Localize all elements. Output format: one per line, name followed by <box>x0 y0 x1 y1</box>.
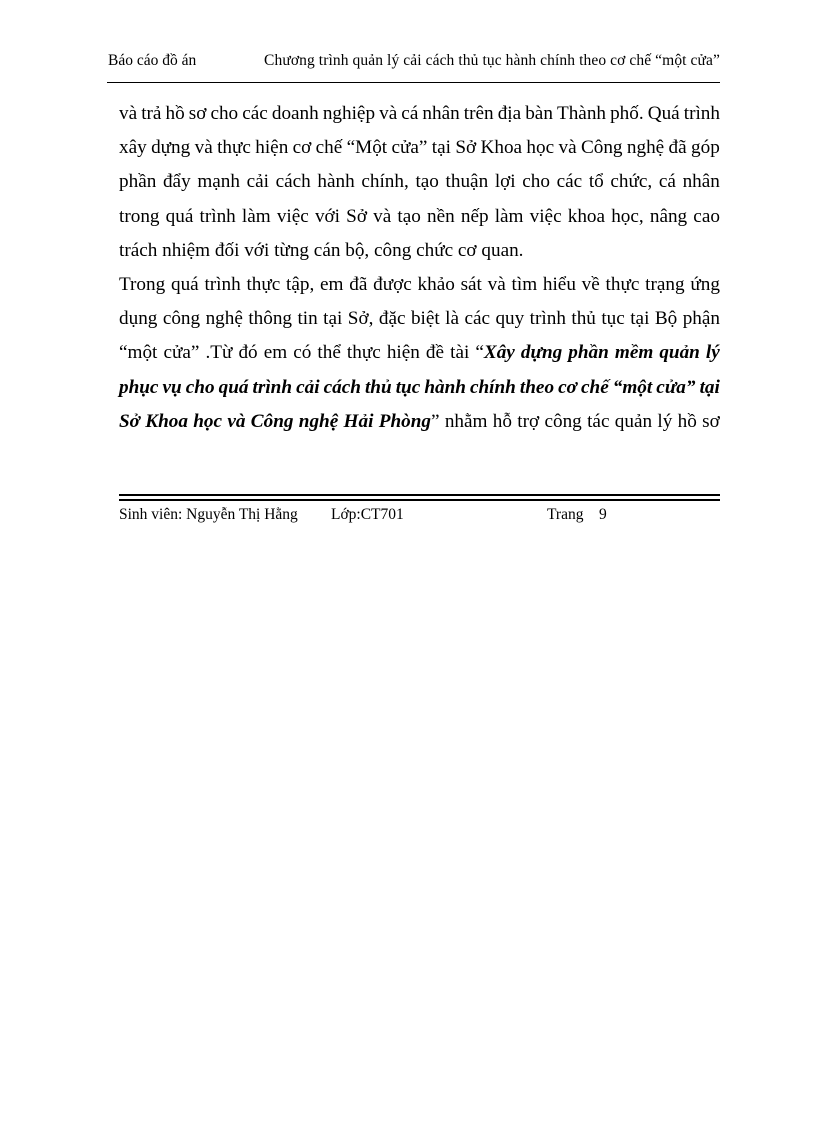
word: Trong <box>119 273 166 295</box>
word-bold: nghệ <box>298 410 339 432</box>
footer-class: Lớp:CT701 <box>331 506 404 523</box>
footer-rule-bottom <box>119 499 720 501</box>
word: Khoa <box>480 137 523 159</box>
word <box>347 336 381 370</box>
word: đã <box>349 273 368 295</box>
word: thực <box>246 273 281 295</box>
word <box>445 405 488 439</box>
word: quá <box>165 205 194 227</box>
word: các <box>556 171 583 193</box>
word: sơ <box>188 103 207 124</box>
word: cách <box>275 171 311 193</box>
word: hành <box>424 376 466 398</box>
word: chế <box>315 137 343 159</box>
word <box>517 405 539 439</box>
word <box>344 405 374 439</box>
word <box>702 405 720 439</box>
word: tổ <box>588 171 604 193</box>
word-bold: quản <box>659 342 700 364</box>
word-plain: tài <box>450 342 470 364</box>
word: cải <box>296 376 320 398</box>
word-plain: hồ <box>677 410 697 432</box>
word <box>227 405 245 439</box>
word: hiểu <box>542 273 576 295</box>
body-line <box>119 97 720 131</box>
word <box>317 336 340 370</box>
word: dụng <box>119 308 158 330</box>
word-bold: học <box>193 410 223 432</box>
body-line: trách nhiệm đối với từng cán bộ, công chức cơ quan. <box>119 239 524 261</box>
word: chính, <box>361 171 409 193</box>
word: trình <box>204 273 241 295</box>
word-plain: thực <box>346 342 381 364</box>
word-bold: dựng <box>520 342 563 364</box>
word-plain: có <box>293 342 312 364</box>
word: cải <box>246 171 269 193</box>
word-plain: tác <box>587 410 610 432</box>
word: tại <box>699 376 720 398</box>
word <box>119 336 157 370</box>
word <box>205 336 232 370</box>
word: vụ <box>162 376 182 398</box>
word-bold: mềm <box>614 342 654 364</box>
word <box>657 405 672 439</box>
page-header <box>108 52 720 74</box>
header-rule <box>107 82 720 83</box>
word: phần <box>119 171 157 193</box>
word-bold: Phòng <box>378 410 431 432</box>
word: thủ <box>364 376 392 398</box>
body-line <box>119 268 720 302</box>
word: nghệ <box>626 137 665 159</box>
word: thủ <box>571 308 596 330</box>
word: cửa” <box>656 376 696 398</box>
word-plain: “ <box>475 342 484 364</box>
word: Sở <box>455 137 477 159</box>
word <box>293 336 311 370</box>
word: tục <box>395 376 421 398</box>
word-plain: “một <box>119 342 158 364</box>
word <box>238 336 257 370</box>
word: hồ <box>165 103 185 124</box>
body-line-bold <box>119 371 720 405</box>
word: trình <box>199 205 236 227</box>
word: góp <box>691 137 720 159</box>
word: bàn <box>525 103 553 124</box>
word: tục <box>601 308 625 330</box>
word: nếp <box>460 205 489 227</box>
word-bold: lý <box>705 342 720 364</box>
word: trên <box>463 103 494 124</box>
word: hiện <box>255 137 289 159</box>
footer-page-number: 9 <box>599 506 607 523</box>
word: tại <box>431 137 451 159</box>
body-line <box>119 131 720 165</box>
word: tập, <box>286 273 315 295</box>
word: “Một <box>346 137 388 159</box>
word: về <box>581 273 600 295</box>
word: thuận <box>445 171 489 193</box>
word-bold: và <box>227 410 246 432</box>
footer-page-label: Trang <box>547 506 584 523</box>
word: cửa” <box>391 137 428 159</box>
word-plain: ” <box>430 410 440 432</box>
word <box>521 336 562 370</box>
word <box>299 405 338 439</box>
word <box>568 336 609 370</box>
word <box>450 336 469 370</box>
word: được <box>373 273 412 295</box>
word-bold: Khoa <box>145 410 188 432</box>
word: cho <box>185 376 215 398</box>
word: phố. <box>610 103 644 124</box>
word-bold: Xây <box>483 342 515 364</box>
word: chế <box>581 376 609 398</box>
body-line <box>119 302 720 336</box>
word: em <box>320 273 344 295</box>
word-plain: đó <box>238 342 258 364</box>
word: và <box>379 103 398 124</box>
word <box>544 405 581 439</box>
word: nhân <box>422 103 460 124</box>
word-plain: nhằm <box>444 410 488 432</box>
word <box>426 336 444 370</box>
word: thực <box>217 137 251 159</box>
word: và <box>373 205 392 227</box>
word-bold: phần <box>568 342 609 364</box>
word: quy <box>495 308 525 330</box>
word: và <box>119 103 138 124</box>
word: cho <box>522 171 550 193</box>
word-bold: Sở <box>119 410 140 432</box>
footer-student-name: Sinh viên: Nguyễn Thị Hằng <box>119 506 298 523</box>
word: khảo <box>417 273 455 295</box>
word: nghệ <box>205 308 243 330</box>
word: nghiệp <box>322 103 376 124</box>
word: nền <box>426 205 455 227</box>
word: học, <box>611 205 644 227</box>
page-footer <box>0 506 816 528</box>
word: tạo <box>397 205 421 227</box>
word: doanh <box>271 103 319 124</box>
word: trong <box>119 205 160 227</box>
word-plain: đề <box>425 342 445 364</box>
footer-rule-top <box>119 494 720 496</box>
word <box>264 336 287 370</box>
word-plain: trợ <box>517 410 540 432</box>
word: tin <box>297 308 318 330</box>
word-bold: Hải <box>343 410 374 432</box>
word: hành <box>317 171 355 193</box>
word: đã <box>668 137 687 159</box>
word: Sở <box>346 205 367 227</box>
word: trình <box>529 308 566 330</box>
word: thông <box>248 308 293 330</box>
word: trình <box>683 103 720 124</box>
body-line <box>119 165 720 199</box>
word: sát <box>460 273 482 295</box>
word: quá <box>218 376 249 398</box>
word <box>251 405 294 439</box>
word <box>163 336 199 370</box>
word <box>706 336 720 370</box>
word: đặc <box>378 308 406 330</box>
word: cơ <box>292 137 312 159</box>
word: “một <box>612 376 653 398</box>
document-body <box>119 97 720 439</box>
word: học <box>526 137 555 159</box>
word: Sở, <box>347 308 374 330</box>
body-line <box>119 200 720 234</box>
word: Thành <box>556 103 607 124</box>
word: công <box>162 308 201 330</box>
word: thực <box>605 273 640 295</box>
word: và <box>487 273 506 295</box>
word: trạng <box>645 273 685 295</box>
word: cá <box>658 171 676 193</box>
word <box>587 405 609 439</box>
word: biệt <box>410 308 440 330</box>
word: theo <box>519 376 555 398</box>
word <box>678 405 697 439</box>
word: các <box>464 308 491 330</box>
word: ứng <box>690 273 720 295</box>
word <box>615 405 652 439</box>
word: nâng <box>649 205 688 227</box>
word: trả <box>141 103 162 124</box>
word-plain: công <box>544 410 582 432</box>
word <box>119 405 140 439</box>
body-line-mixed <box>119 336 720 370</box>
word: và <box>558 137 577 159</box>
word: các <box>242 103 268 124</box>
word-plain: thể <box>317 342 341 364</box>
word: tại <box>630 308 650 330</box>
word-bold: Công <box>250 410 294 432</box>
word: cao <box>693 205 720 227</box>
word <box>615 336 653 370</box>
word <box>493 405 512 439</box>
word: nhân <box>682 171 720 193</box>
word: mạnh <box>197 171 240 193</box>
word: việc <box>529 205 562 227</box>
word: phục <box>119 376 159 398</box>
word: trình <box>252 376 293 398</box>
word: cơ <box>558 376 577 398</box>
word-plain: em <box>263 342 288 364</box>
word <box>475 336 514 370</box>
word: địa <box>497 103 522 124</box>
header-project-title: Chương trình quản lý cải cách thủ tục hành chính theo cơ chế “một cửa” <box>264 52 720 69</box>
word-plain: hiện <box>386 342 420 364</box>
word <box>145 405 188 439</box>
word: quá <box>170 273 199 295</box>
word-plain: hỗ <box>492 410 512 432</box>
word: với <box>314 205 341 227</box>
word: Công <box>580 137 623 159</box>
word-plain: sơ <box>702 410 720 432</box>
word-plain: cửa” <box>163 342 200 364</box>
body-line-mixed <box>119 405 720 439</box>
word: khoa <box>567 205 606 227</box>
word <box>387 336 420 370</box>
word: và <box>194 137 213 159</box>
word <box>659 336 700 370</box>
word: dựng <box>151 137 191 159</box>
word: Bộ <box>654 308 678 330</box>
word: chức, <box>610 171 653 193</box>
header-report-title: Báo cáo đồ án <box>108 52 197 69</box>
word-plain: .Từ <box>205 342 233 364</box>
word-plain: lý <box>657 410 673 432</box>
word: làm <box>241 205 271 227</box>
word: tại <box>323 308 343 330</box>
word: phận <box>682 308 720 330</box>
word: đẩy <box>162 171 191 193</box>
word <box>379 405 440 439</box>
word: việc <box>276 205 309 227</box>
word-plain: quản <box>614 410 653 432</box>
word: lợi <box>494 171 516 193</box>
word: cá <box>401 103 419 124</box>
word: làm <box>494 205 524 227</box>
word: cho <box>210 103 239 124</box>
word: Quá <box>647 103 680 124</box>
word <box>193 405 222 439</box>
word: tạo <box>415 171 439 193</box>
word: xây <box>119 137 147 159</box>
word: tìm <box>511 273 538 295</box>
word: là <box>445 308 460 330</box>
word: chính <box>469 376 516 398</box>
word: cách <box>323 376 361 398</box>
